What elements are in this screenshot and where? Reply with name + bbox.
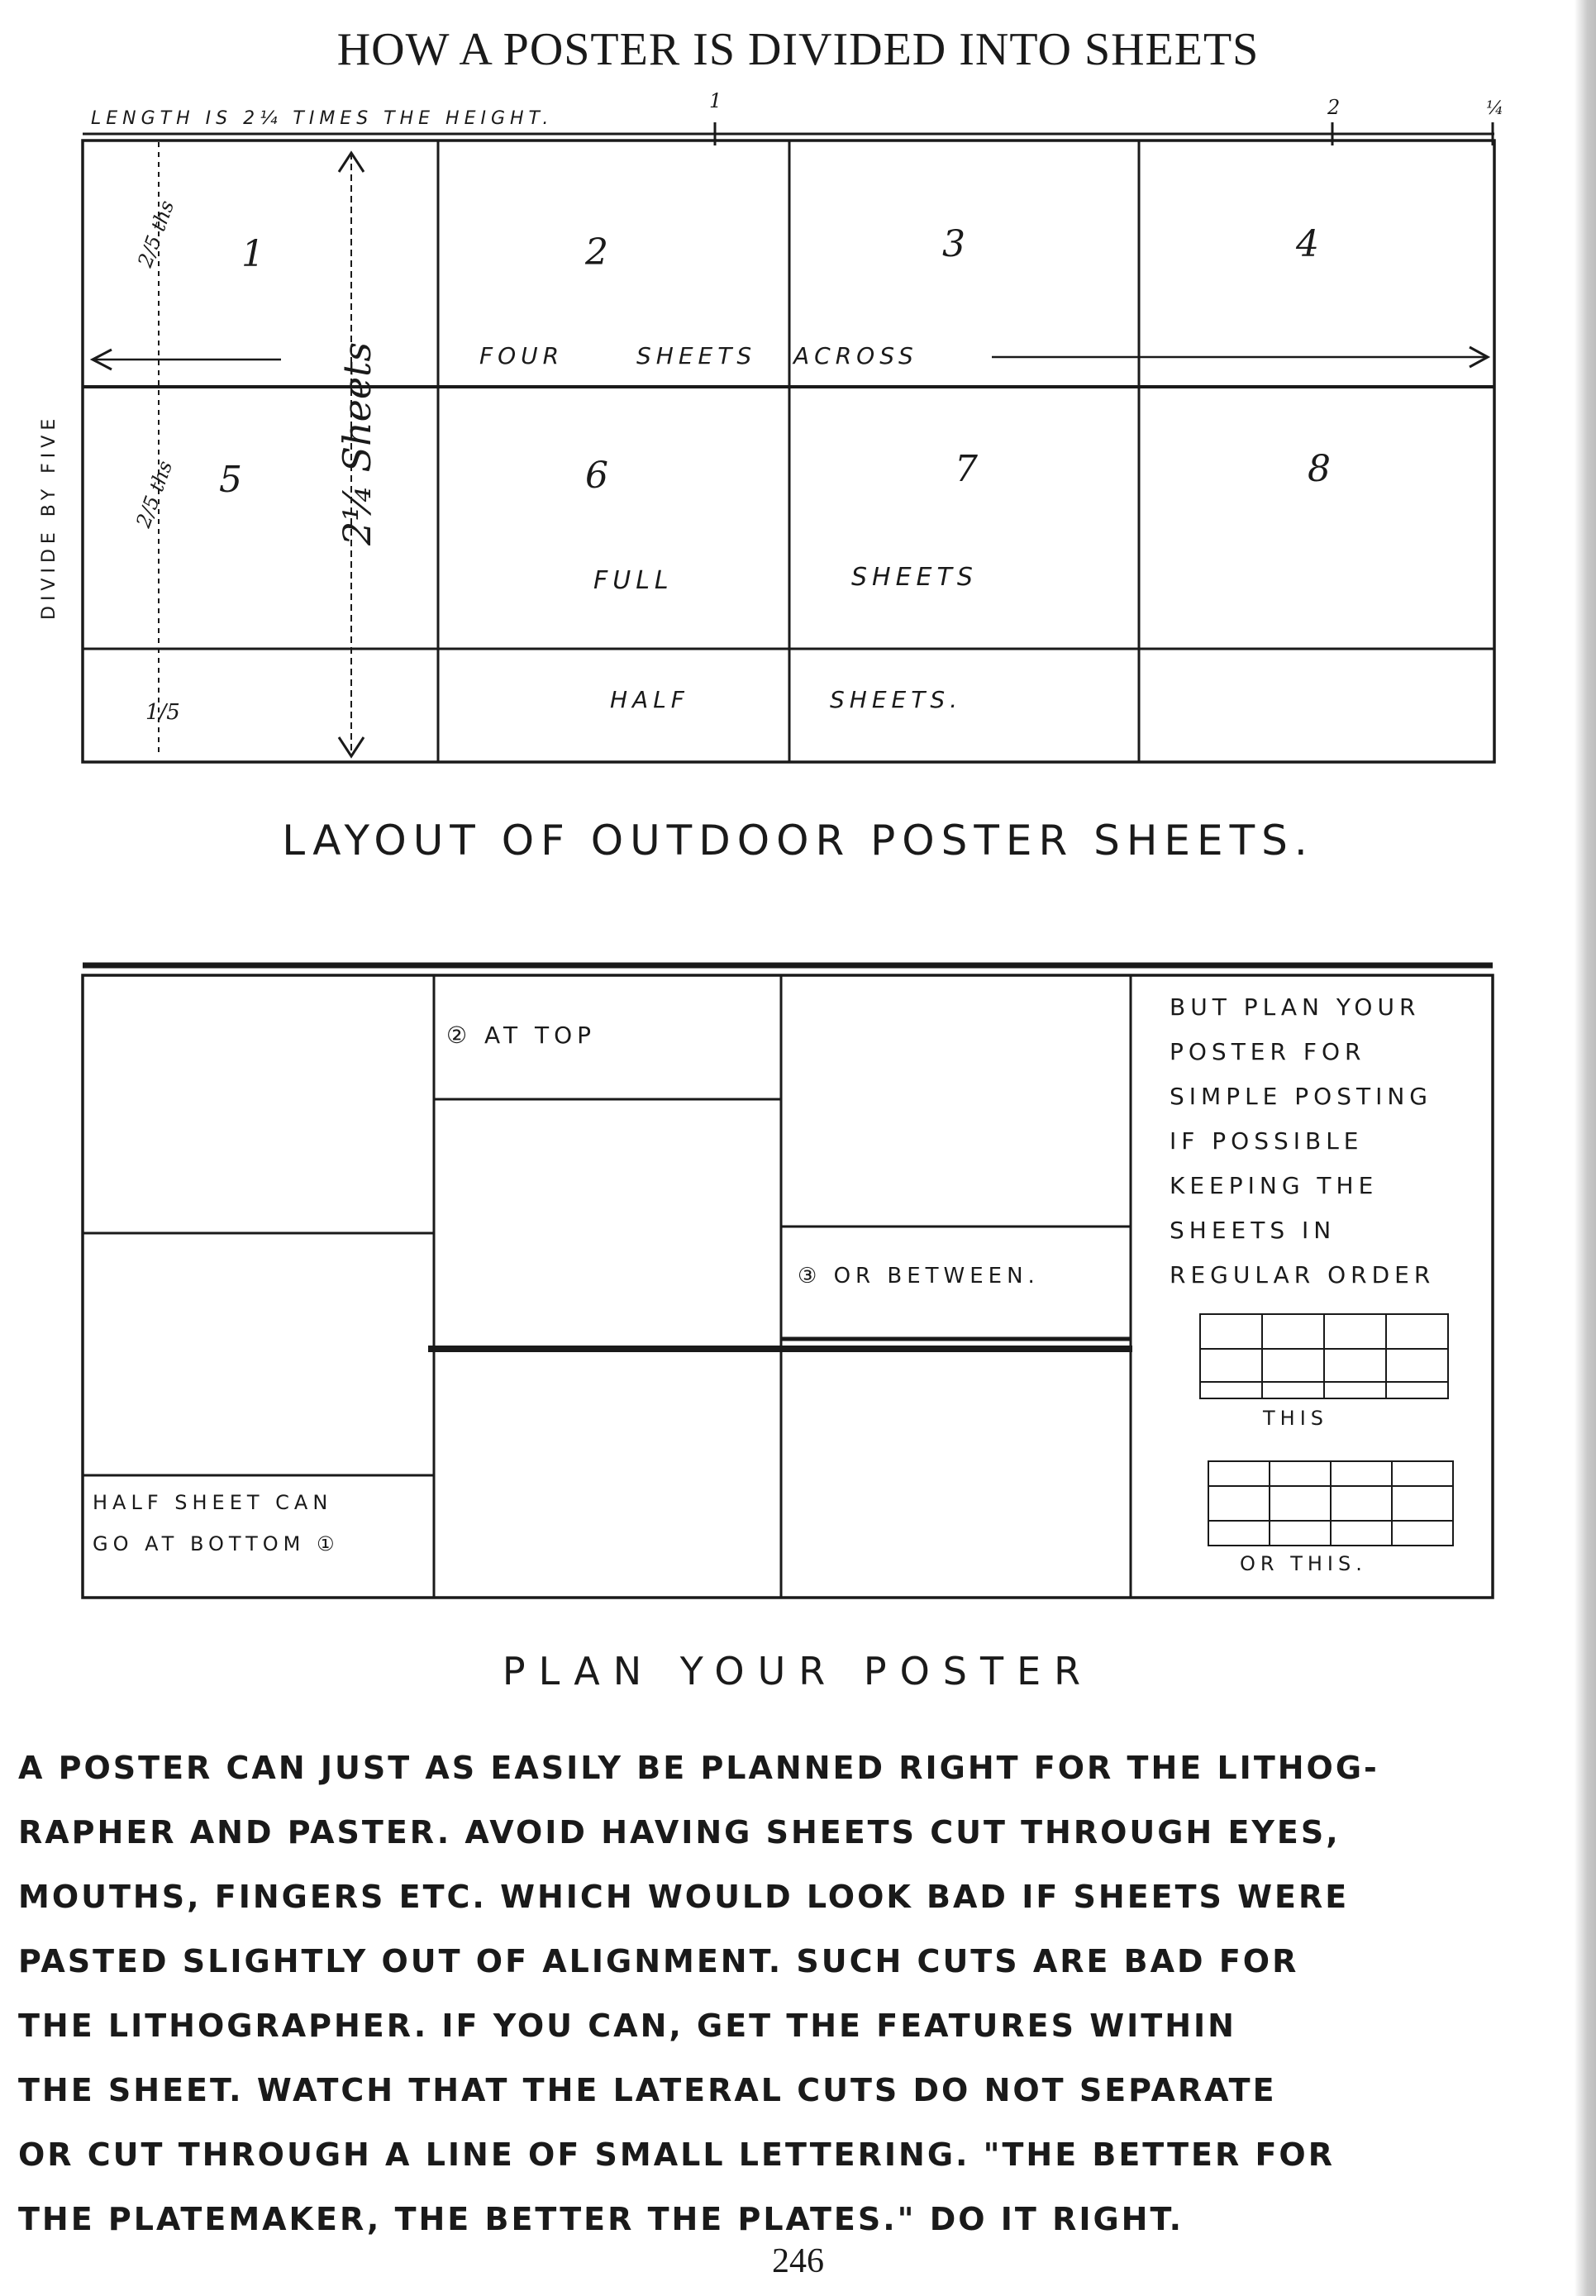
across-label-sheets: SHEETS [636, 342, 757, 369]
fraction-lower: 1/5 [145, 700, 180, 725]
sheet-number-2: 2 [585, 231, 608, 274]
body-line: THE SHEET. WATCH THAT THE LATERAL CUTS DO NOT SEPARATE [18, 2072, 1277, 2108]
sheet-number-3: 3 [942, 223, 965, 265]
layout-grid [83, 122, 1494, 762]
or-between-label: ③ OR BETWEEN. [798, 1264, 1040, 1289]
ruler-mark-quarter: ¼ [1486, 98, 1504, 119]
fraction-middle: 2/5 ths [131, 457, 178, 531]
body-line: THE LITHOGRAPHER. IF YOU CAN, GET THE FEATURES WITHIN [18, 2008, 1236, 2044]
at-top-label: ② AT TOP [446, 1022, 597, 1049]
sheet-number-4: 4 [1296, 223, 1319, 265]
body-line: THE PLATEMAKER, THE BETTER THE PLATES." DO IT RIGHT. [18, 2201, 1184, 2237]
advice-line: BUT PLAN YOUR [1170, 993, 1421, 1021]
body-line: MOUTHS, FINGERS ETC. WHICH WOULD LOOK BAD IF SHEETS WERE [18, 1879, 1350, 1915]
advice-line: IF POSSIBLE [1170, 1127, 1364, 1155]
small-grid-this [1200, 1314, 1448, 1398]
half-sheets-label: SHEETS. [830, 686, 962, 713]
ruler-note: LENGTH IS 2¼ TIMES THE HEIGHT. [91, 108, 554, 129]
full-label: FULL [593, 566, 674, 595]
body-text [18, 1736, 1580, 2251]
page-title: HOW A POSTER IS DIVIDED INTO SHEETS [336, 24, 1260, 75]
sheet-number-8: 8 [1308, 448, 1331, 490]
half-label: HALF [610, 686, 689, 713]
sheet-number-6: 6 [585, 455, 608, 497]
advice-line: SIMPLE POSTING [1170, 1083, 1432, 1110]
page-edge-shadow [1575, 0, 1596, 2296]
half-sheet-line-1: HALF SHEET CAN [93, 1491, 333, 1514]
or-this-label: OR THIS. [1240, 1552, 1367, 1575]
this-label: THIS [1263, 1407, 1329, 1430]
across-label-across: ACROSS [793, 342, 918, 369]
full-sheets-label: SHEETS [851, 563, 978, 592]
ruler-mark-2: 2 [1327, 96, 1341, 119]
across-label-four: FOUR [479, 342, 565, 369]
advice-line: SHEETS IN [1170, 1217, 1336, 1244]
height-label: 2¼ Sheets [335, 341, 379, 545]
plan-caption: PLAN YOUR POSTER [502, 1649, 1094, 1693]
body-line: OR CUT THROUGH A LINE OF SMALL LETTERING. "THE BETTER FOR [18, 2136, 1335, 2173]
half-sheet-line-2: GO AT BOTTOM ① [93, 1532, 340, 1555]
small-grid-or-this [1208, 1461, 1453, 1546]
sheet-number-1: 1 [241, 233, 264, 275]
body-line: A POSTER CAN JUST AS EASILY BE PLANNED RIGHT FOR THE LITHOG- [18, 1750, 1379, 1786]
page-number: 246 [772, 2242, 824, 2280]
body-line: PASTED SLIGHTLY OUT OF ALIGNMENT. SUCH CUTS ARE BAD FOR [18, 1943, 1299, 1979]
ruler-mark-1: 1 [709, 89, 722, 112]
advice-line: POSTER FOR [1170, 1038, 1366, 1065]
advice-line: REGULAR ORDER [1170, 1261, 1436, 1289]
side-label: DIVIDE BY FIVE [39, 413, 60, 620]
body-line: RAPHER AND PASTER. AVOID HAVING SHEETS CUT THROUGH EYES, [18, 1814, 1341, 1851]
advice-text [1170, 993, 1435, 1289]
layout-caption: LAYOUT OF OUTDOOR POSTER SHEETS. [282, 817, 1314, 865]
sheet-number-5: 5 [219, 459, 242, 501]
sheet-number-7: 7 [955, 448, 978, 490]
advice-line: KEEPING THE [1170, 1172, 1379, 1199]
fraction-upper: 2/5 ths [133, 197, 179, 271]
